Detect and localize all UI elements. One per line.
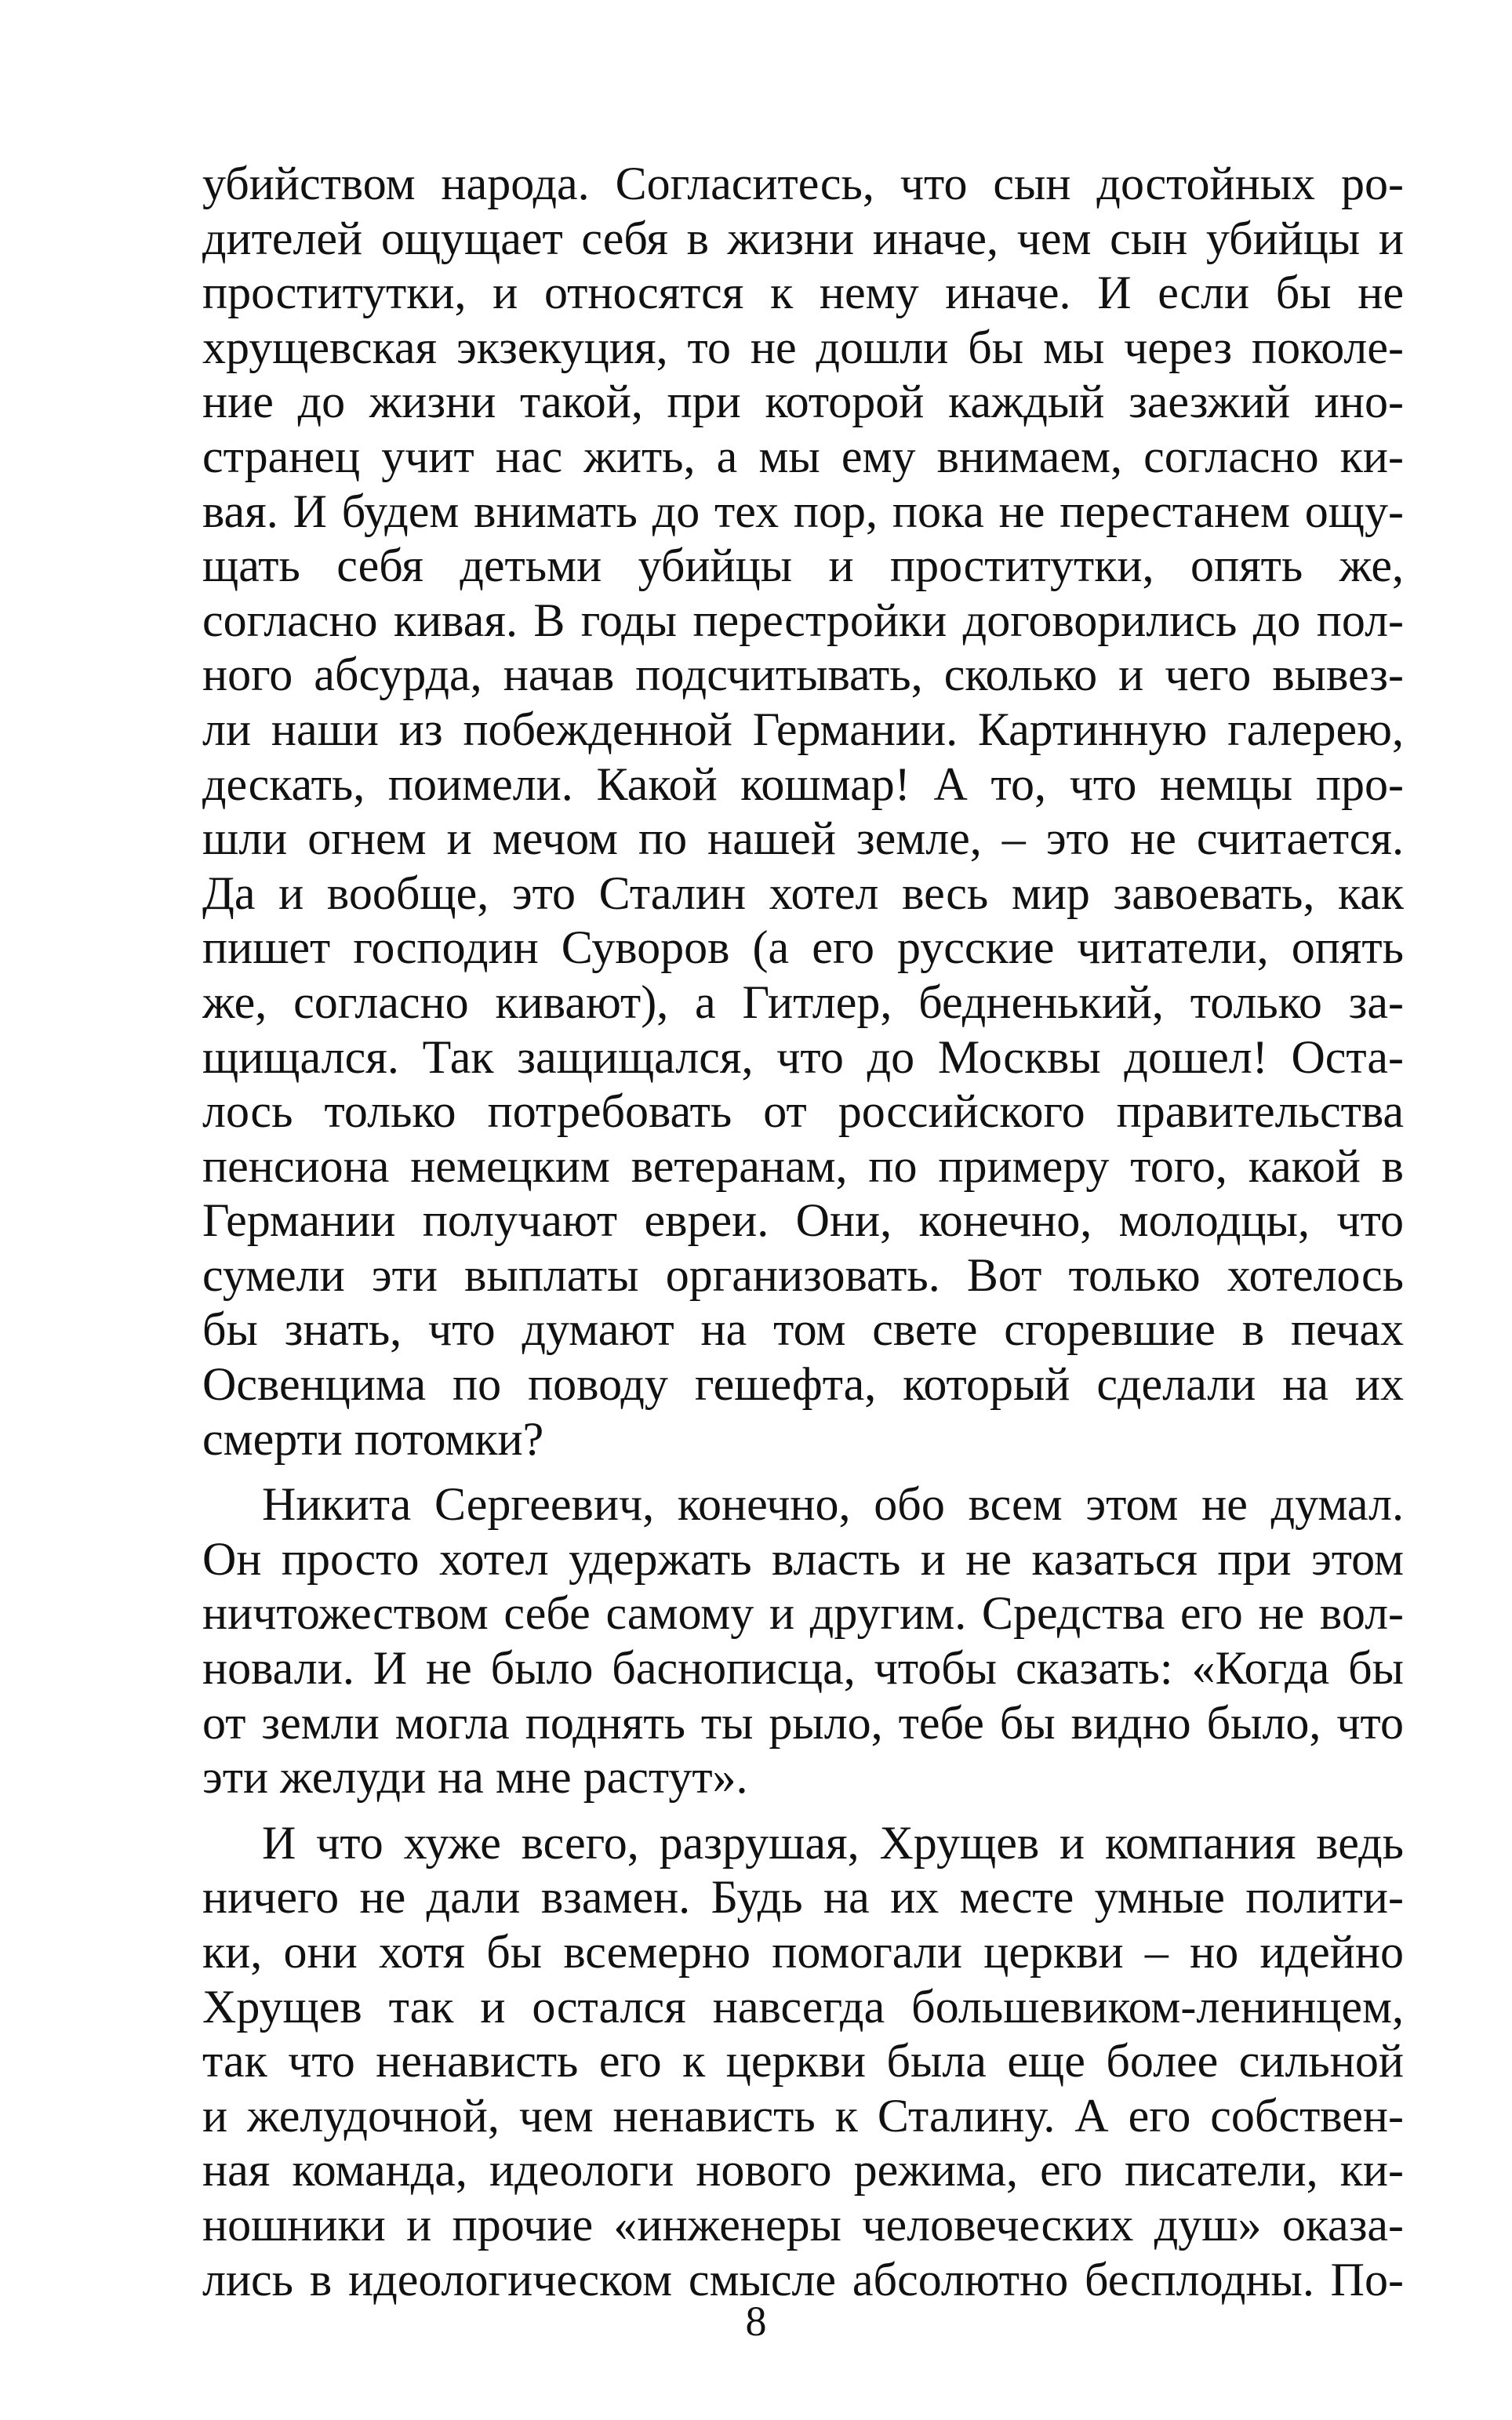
paragraph-1 — [202, 157, 1404, 1466]
text-line: ная команда, идеологи нового режима, его писатели, ки- — [202, 2144, 1404, 2197]
text-line: Он просто хотел удержать власть и не казаться при этом — [202, 1532, 1404, 1585]
text-line: проститутки, и относятся к нему иначе. И если бы не — [202, 267, 1404, 319]
text-line: Да и вообще, это Сталин хотел весь мир завоевать, как — [202, 867, 1404, 919]
text-line: И что хуже всего, разрушая, Хрущев и компания ведь — [262, 1816, 1404, 1869]
text-line: щать себя детьми убийцы и проститутки, опять же, — [202, 540, 1404, 592]
text-line: вая. И будем внимать до тех пор, пока не перестанем ощу- — [202, 485, 1404, 537]
text-line: сумели эти выплаты организовать. Вот только хотелось — [202, 1248, 1404, 1301]
text-line: ношники и прочие «инженеры человеческих душ» оказа- — [202, 2198, 1404, 2251]
text-line: от земли могла поднять ты рыло, тебе бы видно было, что — [202, 1696, 1404, 1749]
text-line: эти желуди на мне растут». — [202, 1751, 748, 1804]
paragraph-3 — [202, 1816, 1404, 2307]
text-line: ки, они хотя бы всемерно помогали церкви – но идейно — [202, 1926, 1404, 1978]
text-line: бы знать, что думают на том свете сгоревшие в печах — [202, 1303, 1404, 1356]
text-line: и желудочной, чем ненависть к Сталину. А его собствен- — [202, 2089, 1404, 2142]
text-line: лись в идеологическом смысле абсолютно бесплодны. По- — [202, 2253, 1404, 2306]
text-line: Никита Сергеевич, конечно, обо всем этом не думал. — [262, 1478, 1404, 1531]
text-line: ного абсурда, начав подсчитывать, сколько и чего вывез- — [202, 649, 1404, 701]
text-line: убийством народа. Согласитесь, что сын достойных ро- — [202, 158, 1404, 209]
text-line: так что ненависть его к церкви была еще более сильной — [202, 2035, 1404, 2088]
text-line: ничего не дали взамен. Будь на их месте умные полити- — [202, 1871, 1404, 1924]
text-line: согласно кивая. В годы перестройки договорились до пол- — [202, 594, 1404, 646]
text-line: шли огнем и мечом по нашей земле, – это не считается. — [202, 812, 1404, 865]
paragraph-gap — [202, 1466, 1404, 1477]
text-line: хрущевская экзекуция, то не дошли бы мы через поколе- — [202, 321, 1404, 373]
text-line: ние до жизни такой, при которой каждый заезжий ино- — [202, 376, 1404, 428]
text-line: же, согласно кивают), а Гитлер, бедненький, только за- — [202, 976, 1404, 1028]
text-line: Освенцима по поводу гешефта, который сделали на их — [202, 1358, 1404, 1411]
text-line: странец учит нас жить, а мы ему внимаем, согласно ки- — [202, 430, 1404, 482]
text-line: новали. И не было баснописца, чтобы сказать: «Когда бы — [202, 1642, 1404, 1695]
text-line: щищался. Так защищался, что до Москвы дошел! Оста- — [202, 1030, 1404, 1083]
paragraph-2 — [202, 1477, 1404, 1805]
page-number: 8 — [745, 2298, 767, 2345]
text-line: дителей ощущает себя в жизни иначе, чем сын убийцы и — [202, 212, 1404, 264]
text-line: ли наши из побежденной Германии. Картинную галерею, — [202, 703, 1404, 755]
text-line: ничтожеством себе самому и другим. Средства его не вол- — [202, 1587, 1404, 1640]
text-line: пенсиона немецким ветеранам, по примеру того, какой в — [202, 1139, 1404, 1192]
text-line: лось только потребовать от российского правительства — [202, 1085, 1404, 1138]
text-line: Хрущев так и остался навсегда большевиком-ленинцем, — [202, 1980, 1404, 2033]
text-line: Германии получают евреи. Они, конечно, молодцы, что — [202, 1194, 1404, 1247]
text-line: пишет господин Суворов (а его русские читатели, опять — [202, 921, 1404, 974]
paragraph-gap — [202, 1805, 1404, 1816]
body-text — [202, 157, 1404, 2307]
text-line: дескать, поимели. Какой кошмар! А то, что немцы про- — [202, 758, 1404, 810]
text-line: смерти потомки? — [202, 1412, 544, 1465]
